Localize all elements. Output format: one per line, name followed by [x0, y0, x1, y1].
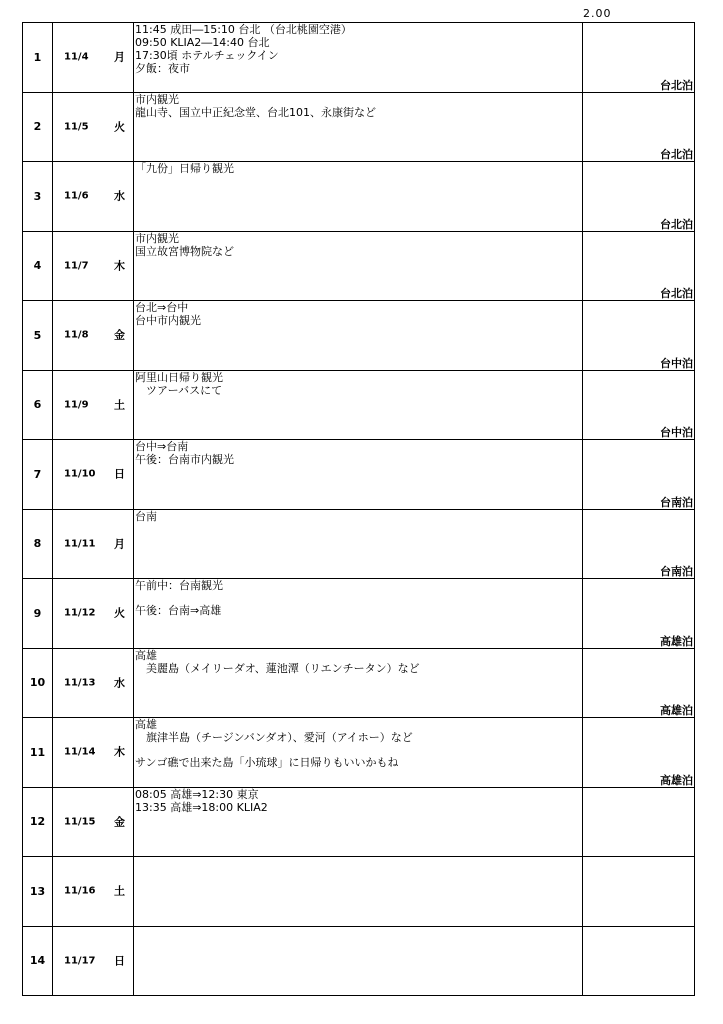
- schedule-line: [134, 592, 582, 604]
- schedule-details: [134, 509, 583, 579]
- weekday: 土: [114, 398, 125, 412]
- itinerary-row: [23, 718, 695, 788]
- date-cell: [53, 162, 134, 232]
- itinerary-row: [23, 787, 695, 857]
- date: 11/7: [64, 260, 89, 272]
- date: 11/4: [64, 51, 89, 63]
- accommodation: 高雄泊: [660, 773, 693, 787]
- weekday: 月: [114, 537, 125, 551]
- accommodation-cell: [583, 162, 695, 232]
- date: 11/6: [64, 190, 89, 202]
- schedule-details: [134, 787, 583, 857]
- itinerary-row: [23, 23, 695, 93]
- schedule-details: [134, 301, 583, 371]
- weekday: 水: [114, 189, 125, 203]
- day-number: 10: [23, 648, 53, 718]
- accommodation-cell: [583, 92, 695, 162]
- accommodation-cell: [583, 857, 695, 927]
- schedule-line: 市内観光: [135, 231, 179, 245]
- date-cell: [53, 579, 134, 649]
- date-cell: [53, 787, 134, 857]
- document-version: 2.00: [583, 7, 612, 20]
- itinerary-row: [23, 440, 695, 510]
- accommodation: 台北泊: [660, 148, 693, 161]
- date: 11/8: [64, 329, 89, 341]
- accommodation: 台中泊: [660, 356, 693, 370]
- schedule-details: [134, 718, 583, 788]
- schedule-line: 台中⇒台南: [135, 440, 189, 453]
- day-number: 14: [23, 926, 53, 996]
- schedule-line: 市内観光: [135, 92, 179, 106]
- day-number: 12: [23, 787, 53, 857]
- schedule-line: サンゴ礁で出来た島「小琉球」に日帰りもいいかもね: [135, 756, 399, 769]
- weekday: 木: [114, 745, 125, 759]
- itinerary-row: [23, 92, 695, 162]
- date: 11/13: [64, 677, 96, 689]
- schedule-details: [134, 231, 583, 301]
- accommodation: 台南泊: [660, 495, 693, 509]
- schedule-line: [134, 744, 582, 756]
- accommodation-cell: [583, 231, 695, 301]
- schedule-line: 08:05 高雄⇒12:30 東京: [135, 787, 259, 801]
- schedule-line: 高雄: [135, 718, 157, 731]
- itinerary-row: [23, 162, 695, 232]
- weekday: 金: [114, 815, 125, 829]
- itinerary-row: [23, 648, 695, 718]
- date-cell: [53, 370, 134, 440]
- accommodation-cell: [583, 926, 695, 996]
- schedule-line: 台南: [135, 509, 157, 523]
- schedule-line: 高雄: [135, 648, 157, 662]
- date: 11/11: [64, 538, 96, 550]
- date: 11/17: [64, 955, 96, 967]
- date-cell: [53, 509, 134, 579]
- itinerary-row: [23, 926, 695, 996]
- itinerary-body: [23, 23, 695, 996]
- weekday: 水: [114, 676, 125, 690]
- accommodation: 台北泊: [660, 217, 693, 231]
- weekday: 日: [114, 954, 125, 968]
- date-cell: [53, 440, 134, 510]
- schedule-line: 09:50 KLIA2―14:40 台北: [135, 36, 270, 49]
- schedule-details: [134, 162, 583, 232]
- date-cell: [53, 92, 134, 162]
- schedule-details: [134, 23, 583, 93]
- day-number: 2: [23, 92, 53, 162]
- day-number: 11: [23, 718, 53, 788]
- date-cell: [53, 718, 134, 788]
- accommodation-cell: [583, 23, 695, 93]
- day-number: 4: [23, 231, 53, 301]
- schedule-line: 「九份」日帰り観光: [135, 162, 234, 175]
- itinerary-row: [23, 579, 695, 649]
- accommodation: 台北泊: [660, 287, 693, 300]
- schedule-line: 午後：台南市内観光: [135, 453, 234, 466]
- schedule-details: [134, 440, 583, 510]
- schedule-line: 阿里山日帰り観光: [135, 370, 223, 384]
- date: 11/5: [64, 121, 89, 133]
- weekday: 日: [114, 467, 125, 481]
- day-number: 9: [23, 579, 53, 649]
- schedule-line: 台北⇒台中: [135, 301, 189, 314]
- weekday: 木: [114, 259, 125, 273]
- weekday: 月: [114, 50, 125, 64]
- weekday: 金: [114, 328, 125, 342]
- schedule-details: [134, 370, 583, 440]
- date: 11/16: [64, 885, 96, 897]
- accommodation-cell: [583, 440, 695, 510]
- schedule-details: [134, 926, 583, 996]
- schedule-line: 夕飯：夜市: [135, 62, 190, 75]
- date-cell: [53, 231, 134, 301]
- day-number: 5: [23, 301, 53, 371]
- date-cell: [53, 301, 134, 371]
- schedule-details: [134, 648, 583, 718]
- schedule-line: 旗津半島（チージンバンダオ）、愛河（アイホー）など: [135, 731, 413, 744]
- date: 11/9: [64, 399, 89, 411]
- schedule-line: 13:35 高雄⇒18:00 KLIA2: [135, 800, 268, 814]
- accommodation-cell: [583, 579, 695, 649]
- date: 11/14: [64, 746, 96, 758]
- accommodation-cell: [583, 718, 695, 788]
- schedule-line: 龍山寺、国立中正紀念堂、台北101、永康街など: [135, 105, 376, 119]
- day-number: 7: [23, 440, 53, 510]
- accommodation-cell: [583, 301, 695, 371]
- day-number: 13: [23, 857, 53, 927]
- weekday: 火: [114, 606, 125, 620]
- schedule-details: [134, 92, 583, 162]
- schedule-line: 午前中：台南観光: [135, 579, 223, 592]
- schedule-line: 国立故宮博物院など: [135, 244, 234, 258]
- date: 11/10: [64, 468, 96, 480]
- schedule-line: 美麗島（メイリーダオ、蓮池潭（リエンチータン）など: [135, 661, 420, 675]
- accommodation: 高雄泊: [660, 704, 693, 717]
- accommodation: 台北泊: [660, 78, 693, 92]
- date-cell: [53, 926, 134, 996]
- accommodation-cell: [583, 787, 695, 857]
- date: 11/15: [64, 816, 96, 828]
- accommodation: 台中泊: [660, 426, 693, 439]
- date-cell: [53, 23, 134, 93]
- schedule-line: 17:30頃 ホテルチェックイン: [135, 49, 279, 62]
- itinerary-row: [23, 509, 695, 579]
- schedule-details: [134, 857, 583, 927]
- day-number: 6: [23, 370, 53, 440]
- accommodation: 高雄泊: [660, 634, 693, 648]
- day-number: 1: [23, 23, 53, 93]
- date-cell: [53, 648, 134, 718]
- itinerary-table: [22, 22, 695, 996]
- day-number: 8: [23, 509, 53, 579]
- weekday: 土: [114, 884, 125, 898]
- accommodation-cell: [583, 370, 695, 440]
- itinerary-row: [23, 857, 695, 927]
- accommodation-cell: [583, 509, 695, 579]
- schedule-details: [134, 579, 583, 649]
- date: 11/12: [64, 607, 96, 619]
- accommodation: 台南泊: [660, 565, 693, 578]
- schedule-line: 11:45 成田―15:10 台北 （台北桃園空港）: [135, 23, 352, 36]
- schedule-line: 台中市内観光: [135, 314, 201, 327]
- day-number: 3: [23, 162, 53, 232]
- itinerary-row: [23, 231, 695, 301]
- itinerary-row: [23, 370, 695, 440]
- weekday: 火: [114, 120, 125, 134]
- schedule-line: 午後：台南⇒高雄: [135, 604, 222, 617]
- accommodation-cell: [583, 648, 695, 718]
- date-cell: [53, 857, 134, 927]
- itinerary-row: [23, 301, 695, 371]
- schedule-line: ツアーバスにて: [135, 383, 223, 397]
